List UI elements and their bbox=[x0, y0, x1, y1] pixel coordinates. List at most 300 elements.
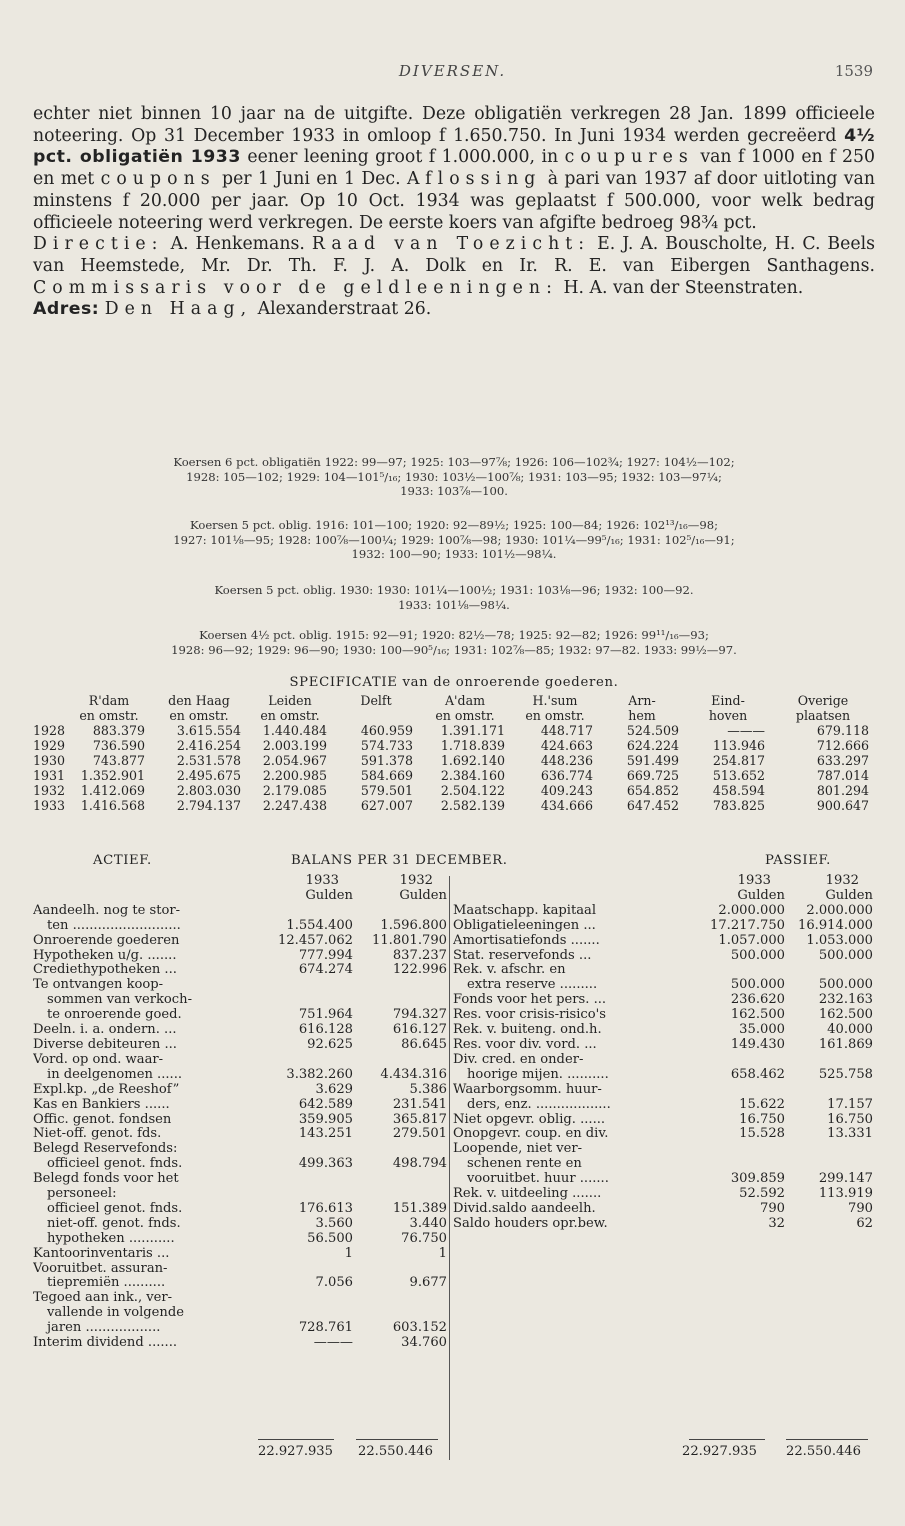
spec-value-cell: 624.224 bbox=[626, 738, 679, 753]
passief-row bbox=[453, 919, 873, 934]
passief-value-1933 bbox=[697, 1053, 785, 1068]
actief-value-1932 bbox=[353, 978, 447, 993]
spec-value-cell: 1.416.568 bbox=[80, 798, 145, 813]
actief-label: Deeln. i. a. ondern. ... bbox=[33, 1023, 177, 1038]
spec-header-cell: Arn- bbox=[628, 693, 656, 708]
spec-year-cell: 1930 bbox=[33, 753, 66, 768]
raad-label: Raad van Toezicht: bbox=[311, 234, 591, 255]
passief-row bbox=[453, 1217, 873, 1232]
actief-row bbox=[33, 1172, 447, 1187]
actief-value-1932: 86.645 bbox=[401, 1036, 447, 1052]
spec-value-cell: 584.669 bbox=[360, 768, 413, 783]
passief-value-1932: 17.157 bbox=[827, 1096, 873, 1112]
actief-unit-row bbox=[33, 889, 447, 904]
actief-value-1932: 231.541 bbox=[392, 1096, 447, 1112]
passief-label: Divid.saldo aandeelh. bbox=[453, 1201, 596, 1216]
passief-label: Div. cred. en onder- bbox=[453, 1052, 584, 1067]
passief-value-1933: 658.462 bbox=[730, 1066, 785, 1082]
spec-year-cell: 1931 bbox=[33, 768, 66, 783]
passief-label: Saldo houders opr.bew. bbox=[453, 1216, 608, 1231]
intro-text-3: van f 1000 en f 250 en met bbox=[33, 147, 876, 190]
koersen-1-line-2: 1928: 105—102; 1929: 104—101⁵/₁₆; 1930: 103½—100⅞; 1931: 103—95; 1932: 103—97¼; bbox=[186, 469, 722, 484]
actief-label: Belegd fonds voor het bbox=[33, 1172, 179, 1187]
actief-row bbox=[33, 978, 447, 993]
passief-unit-1932: Gulden bbox=[825, 887, 873, 903]
spec-value-cell: 2.803.030 bbox=[176, 783, 241, 798]
actief-label: officieel genot. fnds. bbox=[47, 1157, 183, 1172]
actief-row bbox=[33, 1023, 447, 1038]
passief-value-1933: 236.620 bbox=[730, 992, 785, 1008]
passief-value-1933: 309.859 bbox=[730, 1171, 785, 1187]
actief-value-1932: 1 bbox=[438, 1245, 447, 1261]
spec-row bbox=[33, 753, 875, 768]
actief-label: Niet-off. genot. fds. bbox=[33, 1127, 162, 1142]
spec-value-cell: 627.007 bbox=[360, 798, 413, 813]
passief-value-1933: 52.592 bbox=[739, 1186, 785, 1202]
passief-row bbox=[453, 1202, 873, 1217]
koersen-3-line-1: Koersen 5 pct. oblig. 1930: 1930: 101¼—100½; 1931: 103⅛—96; 1932: 100—92. bbox=[214, 583, 694, 597]
actief-value-1933: 642.589 bbox=[298, 1096, 353, 1112]
spec-value-cell: 1.692.140 bbox=[440, 753, 505, 768]
actief-value-1933 bbox=[259, 1053, 353, 1068]
balans-heading bbox=[33, 853, 875, 871]
passief-row bbox=[453, 1038, 873, 1053]
spec-value-cell: 448.236 bbox=[540, 753, 593, 768]
actief-row bbox=[33, 1068, 447, 1083]
spec-value-cell: 736.590 bbox=[92, 738, 145, 753]
actief-value-1932: 9.677 bbox=[409, 1275, 447, 1291]
actief-value-1933: 1 bbox=[344, 1245, 353, 1261]
actief-value-1933 bbox=[259, 1142, 353, 1157]
actief-value-1932: 603.152 bbox=[392, 1320, 447, 1336]
actief-label: Tegoed aan ink., ver- bbox=[33, 1291, 173, 1306]
actief-row bbox=[33, 1232, 447, 1247]
passief-value-1932 bbox=[785, 1157, 873, 1172]
spec-value-cell: 787.014 bbox=[816, 768, 869, 783]
passief-label: Niet opgevr. oblig. ...... bbox=[453, 1112, 606, 1127]
spec-header-cell: Leiden bbox=[268, 693, 312, 708]
koersen-4-line-1: Koersen 4½ pct. oblig. 1915: 92—91; 1920: 82½—78; 1925: 92—82; 1926: 99¹¹/₁₆—93; bbox=[199, 628, 709, 642]
spec-header-cell: Delft bbox=[360, 693, 392, 708]
actief-value-1933 bbox=[259, 1291, 353, 1306]
passief-row bbox=[453, 978, 873, 993]
actief-value-1932: 279.501 bbox=[392, 1126, 447, 1142]
passief-label: Loopende, niet ver- bbox=[453, 1142, 583, 1157]
actief-value-1933: 674.274 bbox=[298, 962, 353, 978]
spec-header-cell: en omstr. bbox=[435, 708, 495, 723]
koersen-4-line-2: 1928: 96—92; 1929: 96—90; 1930: 100—90⁵/₁₆; 1931: 102⅞—85; 1932: 97—82. 1933: 99½—97. bbox=[171, 642, 737, 657]
directie-text: A. Henkemans. bbox=[170, 234, 305, 255]
koersen-2-line-3: 1932: 100—90; 1933: 101½—98¼. bbox=[351, 547, 557, 562]
passief-table bbox=[453, 874, 873, 1232]
actief-value-1932: 794.327 bbox=[392, 1007, 447, 1023]
passief-value-1932: 161.869 bbox=[818, 1036, 873, 1052]
passief-label: Onopgevr. coup. en div. bbox=[453, 1127, 609, 1142]
adres-city: Den Haag, bbox=[104, 299, 253, 320]
passief-value-1932: 113.919 bbox=[818, 1186, 873, 1202]
passief-value-1932: 40.000 bbox=[827, 1022, 873, 1038]
passief-row bbox=[453, 1127, 873, 1142]
actief-value-1933: 728.761 bbox=[298, 1320, 353, 1336]
passief-value-1933: 1.057.000 bbox=[718, 932, 785, 948]
passief-year-1933: 1933 bbox=[737, 873, 771, 888]
passief-row bbox=[453, 1113, 873, 1128]
spec-value-cell: 1.391.171 bbox=[440, 723, 505, 738]
koersen-2-line-2: 1927: 101⅛—95; 1928: 100⅞—100¼; 1929: 100⅞—98; 1930: 101¼—99⁵/₁₆; 1931: 102⁵/₁₆—91; bbox=[173, 532, 735, 547]
actief-value-1933 bbox=[259, 904, 353, 919]
passief-value-1932 bbox=[785, 1083, 873, 1098]
actief-value-1933 bbox=[259, 1306, 353, 1321]
actief-label: hypotheken ........... bbox=[47, 1231, 175, 1246]
spec-value-cell: 679.118 bbox=[816, 723, 869, 738]
actief-label: in deelgenomen ...... bbox=[47, 1067, 183, 1082]
spec-header-cell: en omstr. bbox=[169, 708, 229, 723]
passief-row bbox=[453, 1187, 873, 1202]
actief-label: vallende in volgende bbox=[47, 1306, 184, 1321]
spec-value-cell: 2.582.139 bbox=[440, 798, 505, 813]
spec-value-cell: 254.817 bbox=[712, 753, 765, 768]
actief-value-1932: 34.760 bbox=[401, 1335, 447, 1351]
directie-label: Directie: bbox=[33, 234, 164, 255]
spec-value-cell: 712.666 bbox=[816, 738, 869, 753]
spec-row bbox=[33, 723, 875, 738]
aflossing-term: Aflossing bbox=[406, 169, 542, 190]
koersen-2-line-1: Koersen 5 pct. oblig. 1916: 101—100; 1920: 92—89½; 1925: 100—84; 1926: 102¹³/₁₆—98; bbox=[189, 518, 718, 532]
spec-value-cell: 574.733 bbox=[360, 738, 413, 753]
spec-value-cell: 424.663 bbox=[540, 738, 593, 753]
spec-header-cell: en omstr. bbox=[79, 708, 139, 723]
spec-value-cell: 1.440.484 bbox=[262, 723, 327, 738]
actief-label: personeel: bbox=[47, 1187, 117, 1202]
actief-label: te onroerende goed. bbox=[47, 1008, 182, 1023]
koersen-1-line-1: Koersen 6 pct. obligatiën 1922: 99—97; 1925: 103—97⅞; 1926: 106—102¾; 1927: 104½—102; bbox=[173, 455, 735, 469]
actief-label: officieel genot. fnds. bbox=[47, 1201, 183, 1216]
actief-row bbox=[33, 1113, 447, 1128]
balans-title: BALANS PER 31 DECEMBER. bbox=[291, 853, 508, 868]
actief-label: jaren .................. bbox=[47, 1321, 161, 1336]
total-rule-right-1932 bbox=[786, 1439, 868, 1440]
passief-row bbox=[453, 904, 873, 919]
actief-row bbox=[33, 919, 447, 934]
actief-value-1933: 359.905 bbox=[298, 1111, 353, 1127]
spec-header-cell: A'dam bbox=[444, 693, 486, 708]
actief-row bbox=[33, 1336, 447, 1351]
koersen-block-3 bbox=[33, 583, 875, 612]
actief-value-1932 bbox=[353, 1187, 447, 1202]
spec-value-cell: 579.501 bbox=[360, 783, 413, 798]
actief-value-1933: 56.500 bbox=[307, 1230, 353, 1246]
passief-value-1932: 299.147 bbox=[818, 1171, 873, 1187]
passief-value-1932: 13.331 bbox=[827, 1126, 873, 1142]
actief-label: Diverse debiteuren ... bbox=[33, 1037, 177, 1052]
actief-value-1933 bbox=[259, 1187, 353, 1202]
passief-value-1932: 62 bbox=[856, 1215, 873, 1231]
passief-row bbox=[453, 949, 873, 964]
passief-value-1933: 32 bbox=[768, 1215, 785, 1231]
actief-row bbox=[33, 1217, 447, 1232]
passief-label: Maatschapp. kapitaal bbox=[453, 903, 597, 918]
adres-street: Alexanderstraat 26. bbox=[257, 299, 432, 320]
actief-label: Crediethypotheken ... bbox=[33, 963, 177, 978]
actief-label: Expl.kp. „de Reeshof” bbox=[33, 1082, 180, 1097]
passief-value-1933: 17.217.750 bbox=[710, 917, 785, 933]
passief-row bbox=[453, 1023, 873, 1038]
spec-value-cell: 783.825 bbox=[712, 798, 765, 813]
actief-label: Interim dividend ....... bbox=[33, 1336, 178, 1351]
spec-value-cell: 1.718.839 bbox=[440, 738, 505, 753]
actief-row bbox=[33, 1187, 447, 1202]
spec-value-cell: 2.247.438 bbox=[262, 798, 327, 813]
bond-issue-title: 4½ pct. obligatiën 1933 bbox=[33, 125, 875, 168]
spec-header-cell: en omstr. bbox=[525, 708, 585, 723]
spec-value-cell: 900.647 bbox=[816, 798, 869, 813]
actief-row bbox=[33, 1038, 447, 1053]
spec-header-cell: hoven bbox=[708, 708, 748, 723]
spec-value-cell: 1.412.069 bbox=[80, 783, 145, 798]
total-actief-1932: 22.550.446 bbox=[358, 1444, 433, 1459]
intro-text-4: per 1 Juni en 1 Dec. bbox=[222, 169, 401, 190]
spec-value-cell: 2.200.985 bbox=[262, 768, 327, 783]
passief-value-1932: 1.053.000 bbox=[806, 932, 873, 948]
spec-value-cell: 636.774 bbox=[540, 768, 593, 783]
actief-value-1932 bbox=[353, 1306, 447, 1321]
spec-value-cell: 409.243 bbox=[540, 783, 593, 798]
spec-header-cell: hem bbox=[628, 708, 656, 723]
passief-row bbox=[453, 1142, 873, 1157]
passief-value-1933 bbox=[697, 1157, 785, 1172]
passief-row bbox=[453, 1068, 873, 1083]
passief-row bbox=[453, 993, 873, 1008]
passief-unit-1933: Gulden bbox=[737, 887, 785, 903]
spec-value-cell: 2.054.967 bbox=[262, 753, 327, 768]
actief-label: ACTIEF. bbox=[93, 853, 152, 868]
passief-label: PASSIEF. bbox=[765, 853, 831, 868]
actief-value-1932: 365.817 bbox=[392, 1111, 447, 1127]
passief-row bbox=[453, 963, 873, 978]
passief-label: Rek. v. buiteng. ond.h. bbox=[453, 1023, 602, 1038]
actief-value-1933: 3.560 bbox=[315, 1215, 353, 1231]
actief-value-1932: 4.434.316 bbox=[380, 1066, 447, 1082]
passief-value-1932: 162.500 bbox=[818, 1007, 873, 1023]
passief-label: Waarborgsomm. huur- bbox=[453, 1082, 602, 1097]
spec-value-cell: 2.794.137 bbox=[176, 798, 241, 813]
actief-value-1932: 11.801.790 bbox=[372, 932, 447, 948]
actief-label: Te ontvangen koop- bbox=[33, 978, 164, 993]
actief-unit-1933: Gulden bbox=[305, 887, 353, 903]
spec-header-cell bbox=[33, 708, 67, 723]
actief-row bbox=[33, 1142, 447, 1157]
spec-year-cell: 1932 bbox=[33, 783, 66, 798]
passief-value-1933: 15.528 bbox=[739, 1126, 785, 1142]
specificatie-title: SPECIFICATIE van de onroerende goederen. bbox=[289, 675, 619, 690]
coupures-term: coupures bbox=[564, 147, 694, 168]
actief-row bbox=[33, 1321, 447, 1336]
commissaris-label: Commissaris voor de geldleeningen: bbox=[33, 277, 558, 298]
spec-header-cell: den Haag bbox=[168, 693, 230, 708]
passief-label: Amortisatiefonds ....... bbox=[453, 933, 600, 948]
passief-value-1932: 500.000 bbox=[818, 947, 873, 963]
passief-value-1933: 2.000.000 bbox=[718, 902, 785, 918]
spec-header-cell bbox=[33, 693, 67, 708]
actief-value-1932 bbox=[353, 993, 447, 1008]
actief-value-1932: 1.596.800 bbox=[380, 917, 447, 933]
actief-label: ten .......................... bbox=[47, 918, 181, 933]
koersen-block-2 bbox=[33, 518, 875, 562]
actief-value-1932: 616.127 bbox=[392, 1022, 447, 1038]
actief-value-1932: 122.996 bbox=[392, 962, 447, 978]
passief-label: Stat. reservefonds ... bbox=[453, 948, 592, 963]
spec-value-cell: 513.652 bbox=[712, 768, 765, 783]
koersen-3-line-2: 1933: 101⅛—98¼. bbox=[398, 597, 510, 612]
passief-row bbox=[453, 1157, 873, 1172]
actief-row bbox=[33, 1053, 447, 1068]
koersen-block-1 bbox=[33, 455, 875, 499]
intro-paragraph bbox=[33, 104, 875, 321]
spec-value-cell: 2.416.254 bbox=[176, 738, 241, 753]
actief-label: Vooruitbet. assuran- bbox=[33, 1261, 168, 1276]
spec-value-cell: 647.452 bbox=[626, 798, 679, 813]
actief-year-1932: 1932 bbox=[399, 873, 433, 888]
spec-row bbox=[33, 798, 875, 813]
actief-value-1932 bbox=[353, 904, 447, 919]
actief-value-1933 bbox=[259, 1172, 353, 1187]
total-rule-left-1933 bbox=[258, 1439, 334, 1440]
commissaris-text: H. A. van der Steenstraten. bbox=[563, 277, 804, 298]
actief-value-1933: 92.625 bbox=[307, 1036, 353, 1052]
actief-label: tiepremiën .......... bbox=[47, 1276, 166, 1291]
passief-row bbox=[453, 1098, 873, 1113]
actief-row bbox=[33, 1247, 447, 1262]
passief-label: Fonds voor het pers. ... bbox=[453, 993, 607, 1008]
spec-value-cell: 2.531.578 bbox=[176, 753, 241, 768]
spec-header-cell: plaatsen bbox=[795, 708, 851, 723]
actief-label: sommen van verkoch- bbox=[47, 993, 192, 1008]
actief-value-1933: 143.251 bbox=[298, 1126, 353, 1142]
passief-value-1933: 500.000 bbox=[730, 977, 785, 993]
total-actief-1933: 22.927.935 bbox=[258, 1444, 333, 1459]
spec-value-cell: 2.504.122 bbox=[440, 783, 505, 798]
passief-value-1932 bbox=[785, 963, 873, 978]
actief-value-1933: 499.363 bbox=[298, 1156, 353, 1172]
koersen-block-4 bbox=[33, 628, 875, 657]
spec-header-cell: Overige bbox=[797, 693, 849, 708]
passief-value-1933: 162.500 bbox=[730, 1007, 785, 1023]
spec-year-cell: 1929 bbox=[33, 738, 66, 753]
passief-row bbox=[453, 934, 873, 949]
total-rule-left-1932 bbox=[356, 1439, 438, 1440]
spec-header-cell: R'dam bbox=[88, 693, 130, 708]
actief-table bbox=[33, 874, 447, 1351]
actief-value-1932 bbox=[353, 1142, 447, 1157]
actief-value-1932: 76.750 bbox=[401, 1230, 447, 1246]
passief-value-1933: 15.622 bbox=[739, 1096, 785, 1112]
actief-year-1933: 1933 bbox=[305, 873, 339, 888]
passief-label: vooruitbet. huur ....... bbox=[467, 1172, 609, 1187]
actief-row bbox=[33, 963, 447, 978]
spec-value-cell: 448.717 bbox=[540, 723, 593, 738]
spec-value-cell: 669.725 bbox=[626, 768, 679, 783]
actief-label: Kantoorinventaris ... bbox=[33, 1246, 170, 1261]
passief-value-1932 bbox=[785, 1142, 873, 1157]
actief-label: Vord. op ond. waar- bbox=[33, 1052, 164, 1067]
passief-year-1932: 1932 bbox=[825, 873, 859, 888]
raad-text: E. J. A. Bouscholte, H. C. Beels van Heemstede, Mr. Dr. Th. F. J. A. Dolk en Ir. R. E. van Eibergen Santhagens. bbox=[33, 234, 875, 276]
actief-value-1933: 7.056 bbox=[315, 1275, 353, 1291]
spec-value-cell: 3.615.554 bbox=[176, 723, 241, 738]
spec-value-cell: 1.352.901 bbox=[80, 768, 145, 783]
spec-value-cell: 460.959 bbox=[360, 723, 413, 738]
actief-value-1932 bbox=[353, 1262, 447, 1277]
spec-header-cell: H.'sum bbox=[532, 693, 578, 708]
coupons-term: coupons bbox=[100, 169, 216, 190]
passief-value-1933 bbox=[697, 963, 785, 978]
actief-row bbox=[33, 1127, 447, 1142]
koersen-1-line-3: 1933: 103⅞—100. bbox=[400, 484, 508, 499]
total-passief-1932: 22.550.446 bbox=[786, 1444, 861, 1459]
passief-value-1932: 2.000.000 bbox=[806, 902, 873, 918]
actief-row bbox=[33, 904, 447, 919]
actief-row bbox=[33, 1083, 447, 1098]
actief-value-1932 bbox=[353, 1291, 447, 1306]
spec-header-cell: Eind- bbox=[711, 693, 745, 708]
actief-row bbox=[33, 993, 447, 1008]
spec-header-row-2 bbox=[33, 708, 875, 723]
spec-header-row-1 bbox=[33, 693, 875, 708]
adres-label: Adres: bbox=[33, 299, 100, 320]
actief-year-row bbox=[33, 874, 447, 889]
passief-unit-row bbox=[453, 889, 873, 904]
passief-value-1933: 790 bbox=[760, 1200, 785, 1216]
passief-value-1932: 16.914.000 bbox=[798, 917, 873, 933]
spec-value-cell: 2.179.085 bbox=[262, 783, 327, 798]
spec-value-cell: 591.378 bbox=[360, 753, 413, 768]
passief-value-1932 bbox=[785, 1053, 873, 1068]
passief-value-1932: 790 bbox=[848, 1200, 873, 1216]
passief-value-1932: 16.750 bbox=[827, 1111, 873, 1127]
passief-label: ders, enz. .................. bbox=[467, 1097, 611, 1112]
spec-row bbox=[33, 768, 875, 783]
actief-value-1933: 616.128 bbox=[298, 1022, 353, 1038]
passief-year-row bbox=[453, 874, 873, 889]
spec-value-cell: 113.946 bbox=[712, 738, 765, 753]
actief-unit-1932: Gulden bbox=[399, 887, 447, 903]
passief-row bbox=[453, 1008, 873, 1023]
passief-value-1933: 16.750 bbox=[739, 1111, 785, 1127]
spec-value-cell: 633.297 bbox=[816, 753, 869, 768]
spec-value-cell: ——— bbox=[727, 723, 765, 738]
spec-year-cell: 1928 bbox=[33, 723, 66, 738]
passief-value-1933: 500.000 bbox=[730, 947, 785, 963]
actief-value-1933: 3.629 bbox=[315, 1081, 353, 1097]
actief-value-1933: 3.382.260 bbox=[286, 1066, 353, 1082]
spec-year-cell: 1933 bbox=[33, 798, 66, 813]
intro-text-5: à pari van 1937 af door uitloting van minstens f 20.000 per jaar. Op 10 Oct. 1934 was geplaatst f 500.000, voor welk bedrag officieele noteering werd verkregen. De eerste koers van afgifte bedroeg 98¾ pct. bbox=[33, 169, 875, 233]
actief-value-1932: 151.389 bbox=[392, 1200, 447, 1216]
actief-row bbox=[33, 934, 447, 949]
actief-value-1933: 751.964 bbox=[298, 1007, 353, 1023]
passief-label: Obligatieleeningen ... bbox=[453, 918, 596, 933]
passief-row bbox=[453, 1053, 873, 1068]
passief-value-1933: 149.430 bbox=[730, 1036, 785, 1052]
passief-label: extra reserve ......... bbox=[467, 978, 598, 993]
spec-value-cell: 2.495.675 bbox=[176, 768, 241, 783]
actief-value-1932: 3.440 bbox=[409, 1215, 447, 1231]
actief-label: Belegd Reservefonds: bbox=[33, 1142, 178, 1157]
passief-value-1932: 525.758 bbox=[818, 1066, 873, 1082]
balans-divider bbox=[449, 876, 450, 1460]
spec-header-cell: en omstr. bbox=[260, 708, 320, 723]
actief-label: Onroerende goederen bbox=[33, 933, 180, 948]
